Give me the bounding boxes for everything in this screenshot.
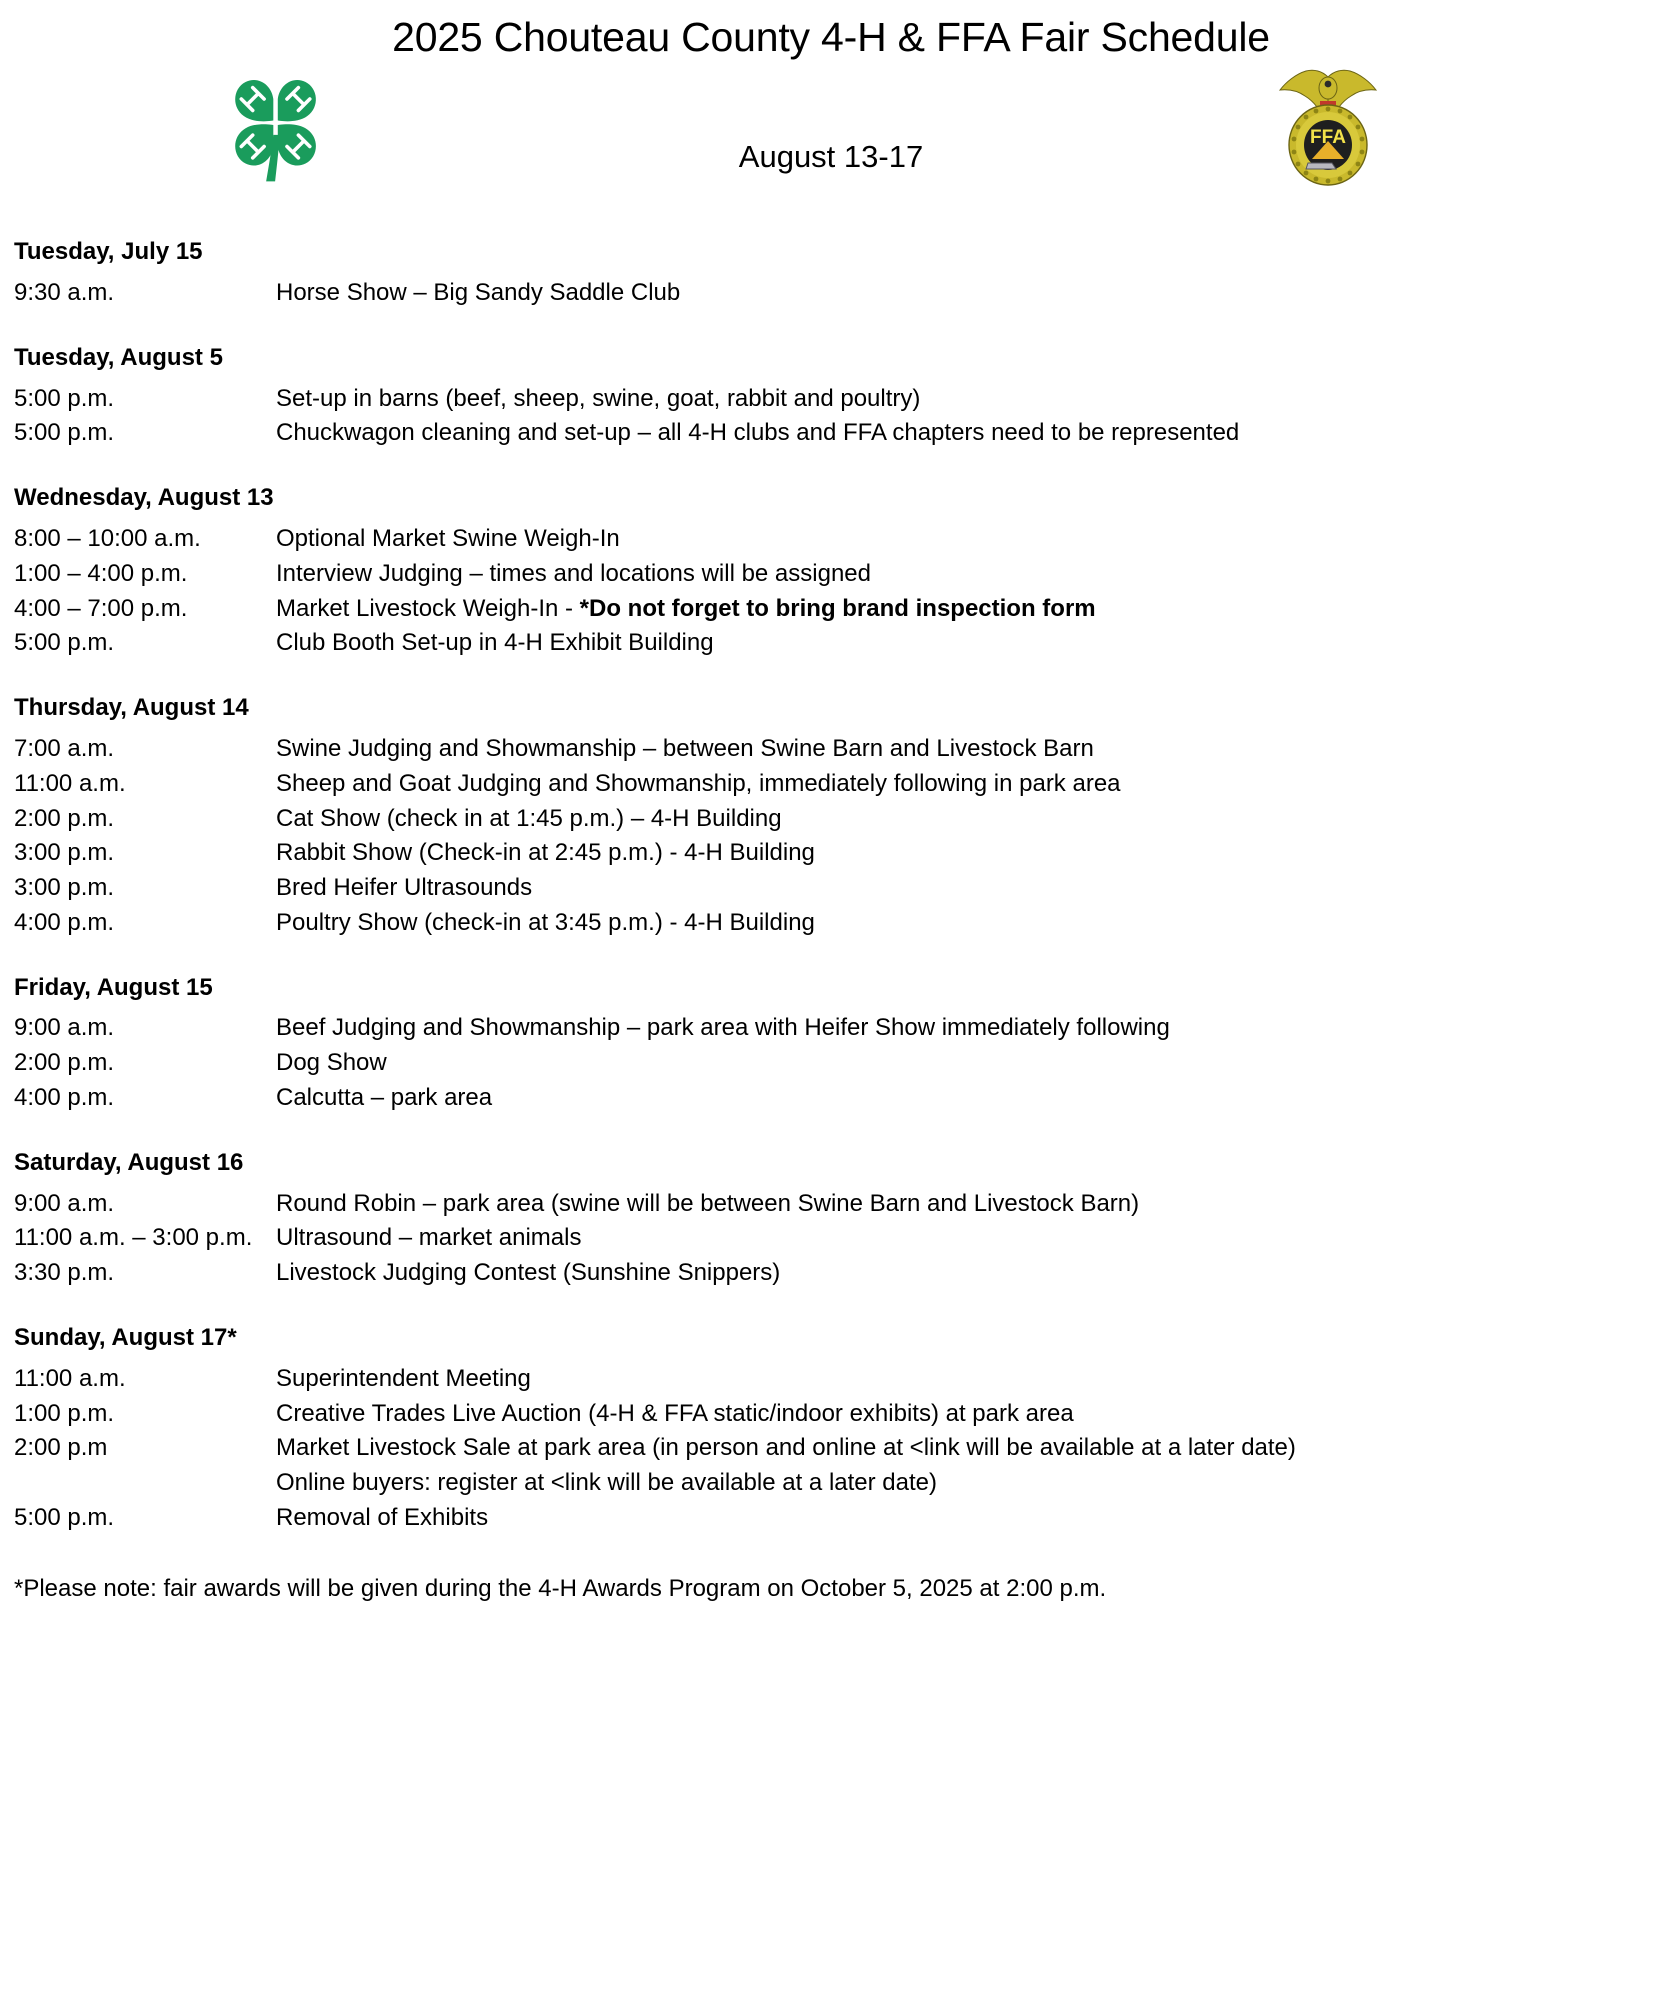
schedule-row-time: 3:00 p.m.	[14, 874, 115, 902]
schedule-row-time: 1:00 p.m.	[14, 1399, 115, 1427]
schedule-row-time: 5:00 p.m.	[14, 384, 115, 412]
day-block	[14, 235, 1648, 311]
schedule-row-description: Cat Show (check in at 1:45 p.m.) – 4-H Building	[276, 804, 782, 832]
schedule-row-description: Set-up in barns (beef, sheep, swine, goat, rabbit and poultry)	[276, 384, 921, 412]
day-block	[14, 971, 1648, 1116]
day-block	[14, 341, 1648, 451]
schedule-row-time: 7:00 a.m.	[14, 734, 115, 762]
schedule-row	[14, 1501, 1648, 1536]
schedule-row	[14, 1221, 1648, 1256]
day-block	[14, 1146, 1648, 1291]
schedule-row-time: 3:00 p.m.	[14, 839, 115, 867]
day-heading: Wednesday, August 13	[14, 484, 274, 512]
schedule-row-description: Livestock Judging Contest (Sunshine Snippers)	[276, 1259, 781, 1287]
schedule-row-description: Removal of Exhibits	[276, 1504, 489, 1532]
schedule-row-description: Dog Show	[276, 1049, 387, 1077]
schedule-row	[14, 1187, 1648, 1222]
footnote: *Please note: fair awards will be given during the 4-H Awards Program on October 5, 2025 at 2:00 p.m.	[14, 1574, 1107, 1602]
schedule-row-time: 5:00 p.m.	[14, 419, 115, 447]
ffa-emblem-letters: FFA	[1310, 127, 1346, 149]
day-heading: Tuesday, July 15	[14, 238, 203, 266]
schedule-row-time: 4:00 p.m.	[14, 1084, 115, 1112]
schedule-row-description: Optional Market Swine Weigh-In	[276, 524, 620, 552]
schedule-row-time: 8:00 – 10:00 a.m.	[14, 524, 201, 552]
schedule-row-description: Superintendent Meeting	[276, 1364, 531, 1392]
schedule-list	[0, 235, 1662, 1536]
schedule-row-description: Market Livestock Sale at park area (in person and online at <link will be available at a later date)	[276, 1434, 1296, 1462]
schedule-row-description: Horse Show – Big Sandy Saddle Club	[276, 278, 681, 306]
schedule-row-time: 9:30 a.m.	[14, 278, 115, 306]
schedule-row	[14, 1466, 1648, 1501]
schedule-row	[14, 802, 1648, 837]
schedule-row-description: Chuckwagon cleaning and set-up – all 4-H clubs and FFA chapters need to be represented	[276, 419, 1240, 447]
day-heading: Thursday, August 14	[14, 694, 249, 722]
schedule-row	[14, 1011, 1648, 1046]
schedule-row	[14, 557, 1648, 592]
day-heading: Tuesday, August 5	[14, 343, 223, 371]
schedule-row	[14, 906, 1648, 941]
schedule-row-time: 4:00 – 7:00 p.m.	[14, 594, 188, 622]
schedule-row-description: Online buyers: register at <link will be available at a later date)	[276, 1469, 938, 1497]
schedule-row	[14, 871, 1648, 906]
schedule-row	[14, 276, 1648, 311]
schedule-row-description: Bred Heifer Ultrasounds	[276, 874, 533, 902]
schedule-row-description: Ultrasound – market animals	[276, 1224, 582, 1252]
schedule-row	[14, 1431, 1648, 1466]
schedule-row	[14, 522, 1648, 557]
day-block	[14, 691, 1648, 941]
schedule-row-description	[276, 592, 1648, 627]
schedule-row-time: 11:00 a.m.	[14, 769, 126, 797]
schedule-row-description: Club Booth Set-up in 4-H Exhibit Building	[276, 629, 714, 657]
day-heading: Friday, August 15	[14, 973, 213, 1001]
schedule-row-time: 3:30 p.m.	[14, 1259, 115, 1287]
schedule-row-time: 11:00 a.m.	[14, 1364, 126, 1392]
schedule-row	[14, 626, 1648, 661]
schedule-row-description-text: Market Livestock Weigh-In -	[276, 594, 580, 622]
schedule-row-description: Round Robin – park area (swine will be between Swine Barn and Livestock Barn)	[276, 1189, 1140, 1217]
schedule-row-description: Calcutta – park area	[276, 1084, 493, 1112]
schedule-row-description: Creative Trades Live Auction (4-H & FFA static/indoor exhibits) at park area	[276, 1399, 1074, 1427]
schedule-row	[14, 1256, 1648, 1291]
schedule-row	[14, 382, 1648, 417]
schedule-row-description: Beef Judging and Showmanship – park area with Heifer Show immediately following	[276, 1014, 1170, 1042]
schedule-row-time: 4:00 p.m.	[14, 908, 115, 936]
schedule-row	[14, 592, 1648, 627]
schedule-row-time: 5:00 p.m.	[14, 1504, 115, 1532]
schedule-row-time: 1:00 – 4:00 p.m.	[14, 559, 188, 587]
schedule-row	[14, 1046, 1648, 1081]
schedule-row-time: 11:00 a.m. – 3:00 p.m.	[14, 1224, 253, 1252]
day-block	[14, 481, 1648, 661]
schedule-row	[14, 1397, 1648, 1432]
day-block	[14, 1321, 1648, 1536]
schedule-row	[14, 1081, 1648, 1116]
header-band	[0, 61, 1662, 201]
day-heading: Saturday, August 16	[14, 1148, 244, 1176]
schedule-row-description: Poultry Show (check-in at 3:45 p.m.) - 4-H Building	[276, 908, 815, 936]
date-subtitle: August 13-17	[738, 139, 924, 175]
schedule-row	[14, 416, 1648, 451]
schedule-row	[14, 1362, 1648, 1397]
schedule-row-description: Sheep and Goat Judging and Showmanship, immediately following in park area	[276, 769, 1121, 797]
schedule-row-description-emphasis: *Do not forget to bring brand inspection form	[579, 594, 1096, 622]
schedule-row-time: 2:00 p.m	[14, 1434, 108, 1462]
schedule-row-time: 2:00 p.m.	[14, 1049, 115, 1077]
schedule-row-time: 2:00 p.m.	[14, 804, 115, 832]
schedule-row-description: Rabbit Show (Check-in at 2:45 p.m.) - 4-H Building	[276, 839, 815, 867]
schedule-row-description: Swine Judging and Showmanship – between Swine Barn and Livestock Barn	[276, 734, 1094, 762]
schedule-row-description: Interview Judging – times and locations will be assigned	[276, 559, 871, 587]
schedule-row-time: 5:00 p.m.	[14, 629, 115, 657]
page-title: 2025 Chouteau County 4-H & FFA Fair Schedule	[392, 14, 1270, 60]
ffa-emblem-icon	[1272, 63, 1384, 187]
schedule-row	[14, 767, 1648, 802]
schedule-row	[14, 732, 1648, 767]
schedule-row	[14, 836, 1648, 871]
day-heading: Sunday, August 17*	[14, 1324, 237, 1352]
schedule-row-time: 9:00 a.m.	[14, 1189, 115, 1217]
schedule-row-time: 9:00 a.m.	[14, 1014, 115, 1042]
